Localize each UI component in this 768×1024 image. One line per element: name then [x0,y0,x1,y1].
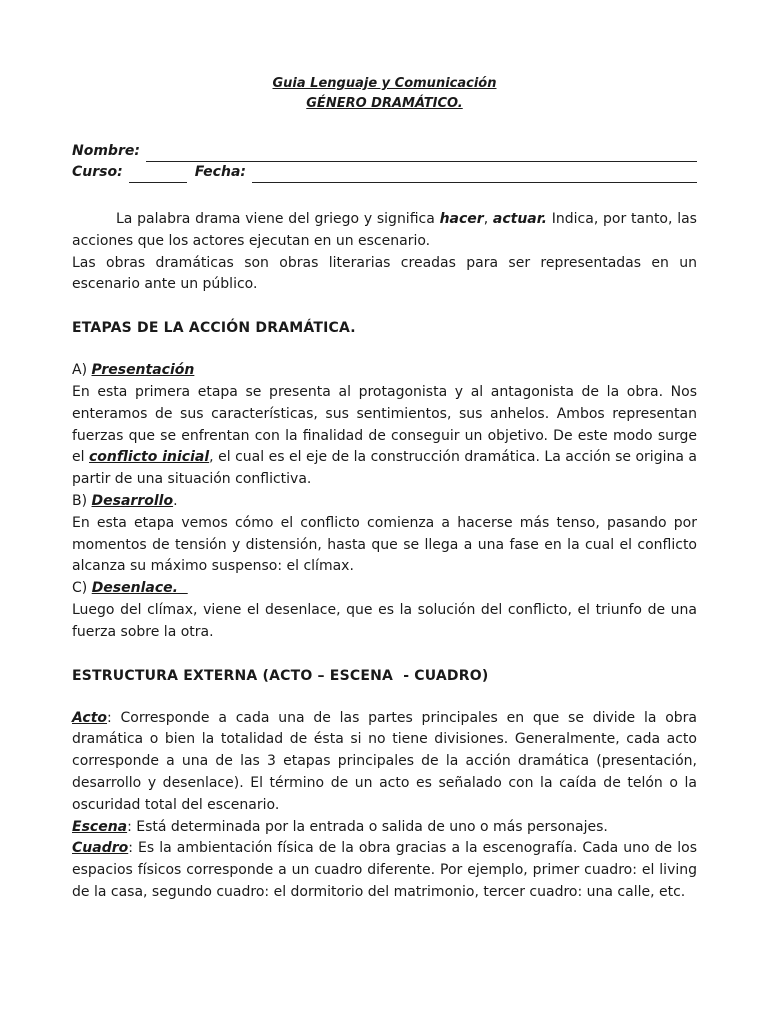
stage-c-title [72,578,697,600]
acto-text: : Corresponde a cada una de las partes principales en que se divide la obra dramática o bien la totalidad de ésta si no tiene divisiones. Generalmente, cada acto corresponde a una de las 3 etapas principales de la acción dramática (presentación, desarrollo y desenlace). El término de un acto es señalado con la caída de telón o la oscuridad total del escenario. [72,709,697,813]
document-page [72,74,697,904]
term-cuadro: Cuadro [72,840,129,857]
etapas-section [72,360,697,643]
escena-paragraph [72,817,697,839]
curso-blank[interactable] [129,168,187,183]
estructura-heading: ESTRUCTURA EXTERNA (ACTO – ESCENA - CUADRO) [72,667,489,684]
cuadro-paragraph [72,838,697,903]
stage-b-label: Desarrollo [91,492,174,509]
cuadro-text: : Es la ambientación física de la obra gracias a la escenografía. Cada uno de los espacios físicos corresponde a un cuadro diferente. Por ejemplo, primer cuadro: el living de la casa, segundo cuadro: el dormitorio del matrimonio, tercer cuadro: una calle, etc. [72,840,697,900]
intro-paragraph-2: Las obras dramáticas son obras literarias creadas para ser representadas en un escenario ante un público. [72,254,697,293]
stage-a-label: Presentación [91,362,195,379]
keyword-actuar: actuar. [492,211,547,227]
escena-text: : Está determinada por la entrada o salida de uno o más personajes. [127,818,608,835]
term-escena: Escena [72,818,128,835]
term-acto: Acto [72,709,108,726]
stage-b-text: En esta etapa vemos cómo el conflicto comienza a hacerse más tenso, pasando por momentos de tensión y distensión, hasta que se llega a una fase en la cual el conflicto alcanza su máximo suspenso: el clímax. [72,514,697,575]
term-conflicto-inicial: conflicto inicial [89,449,210,466]
stage-a-prefix: A) [72,362,92,379]
intro-comma: , [483,211,493,227]
curso-fecha-row [72,162,697,183]
intro-paragraph-1 [72,209,697,253]
fecha-blank[interactable] [252,168,697,183]
stage-a-title [72,360,697,382]
header-title: GÉNERO DRAMÁTICO. [306,96,463,111]
curso-label: Curso: [72,164,123,180]
nombre-label: Nombre: [72,143,140,159]
stage-a-text [72,382,697,491]
stage-c-label: Desenlace. [91,580,188,597]
stage-c-prefix: C) [72,580,92,597]
keyword-hacer: hacer [439,211,484,227]
header-subject: Guia Lenguaje y Comunicación [272,76,497,91]
nombre-blank[interactable] [146,147,697,162]
intro-text: La palabra drama viene del griego y significa [116,211,440,227]
stage-c-text: Luego del clímax, viene el desenlace, que es la solución del conflicto, el triunfo de una fuerza sobre la otra. [72,601,697,640]
estructura-section [72,708,697,904]
etapas-heading: ETAPAS DE LA ACCIÓN DRAMÁTICA. [72,320,356,337]
stage-b-title [72,491,697,513]
document-header [72,74,697,114]
student-fields [72,141,697,183]
stage-a-text-2: , el cual es el eje de la construcción dramática. La acción se origina a partir de una situación conflictiva. [72,449,697,488]
stage-b-prefix: B) [72,492,92,509]
intro-text-end: Indica, por tanto, las acciones que los actores ejecutan en un escenario. [72,211,697,249]
stage-a-text-1: En esta primera etapa se presenta al protagonista y al antagonista de la obra. Nos enteramos de sus características, sus sentimientos, sus anhelos. Ambos representan fuerzas que se enfrentan con la finalidad de conseguir un objetivo. De este modo surge el [72,383,697,466]
fecha-label: Fecha: [194,164,246,180]
stage-b-suffix: . [173,492,178,509]
acto-paragraph [72,708,697,817]
intro-section [72,209,697,296]
nombre-row [72,141,697,162]
